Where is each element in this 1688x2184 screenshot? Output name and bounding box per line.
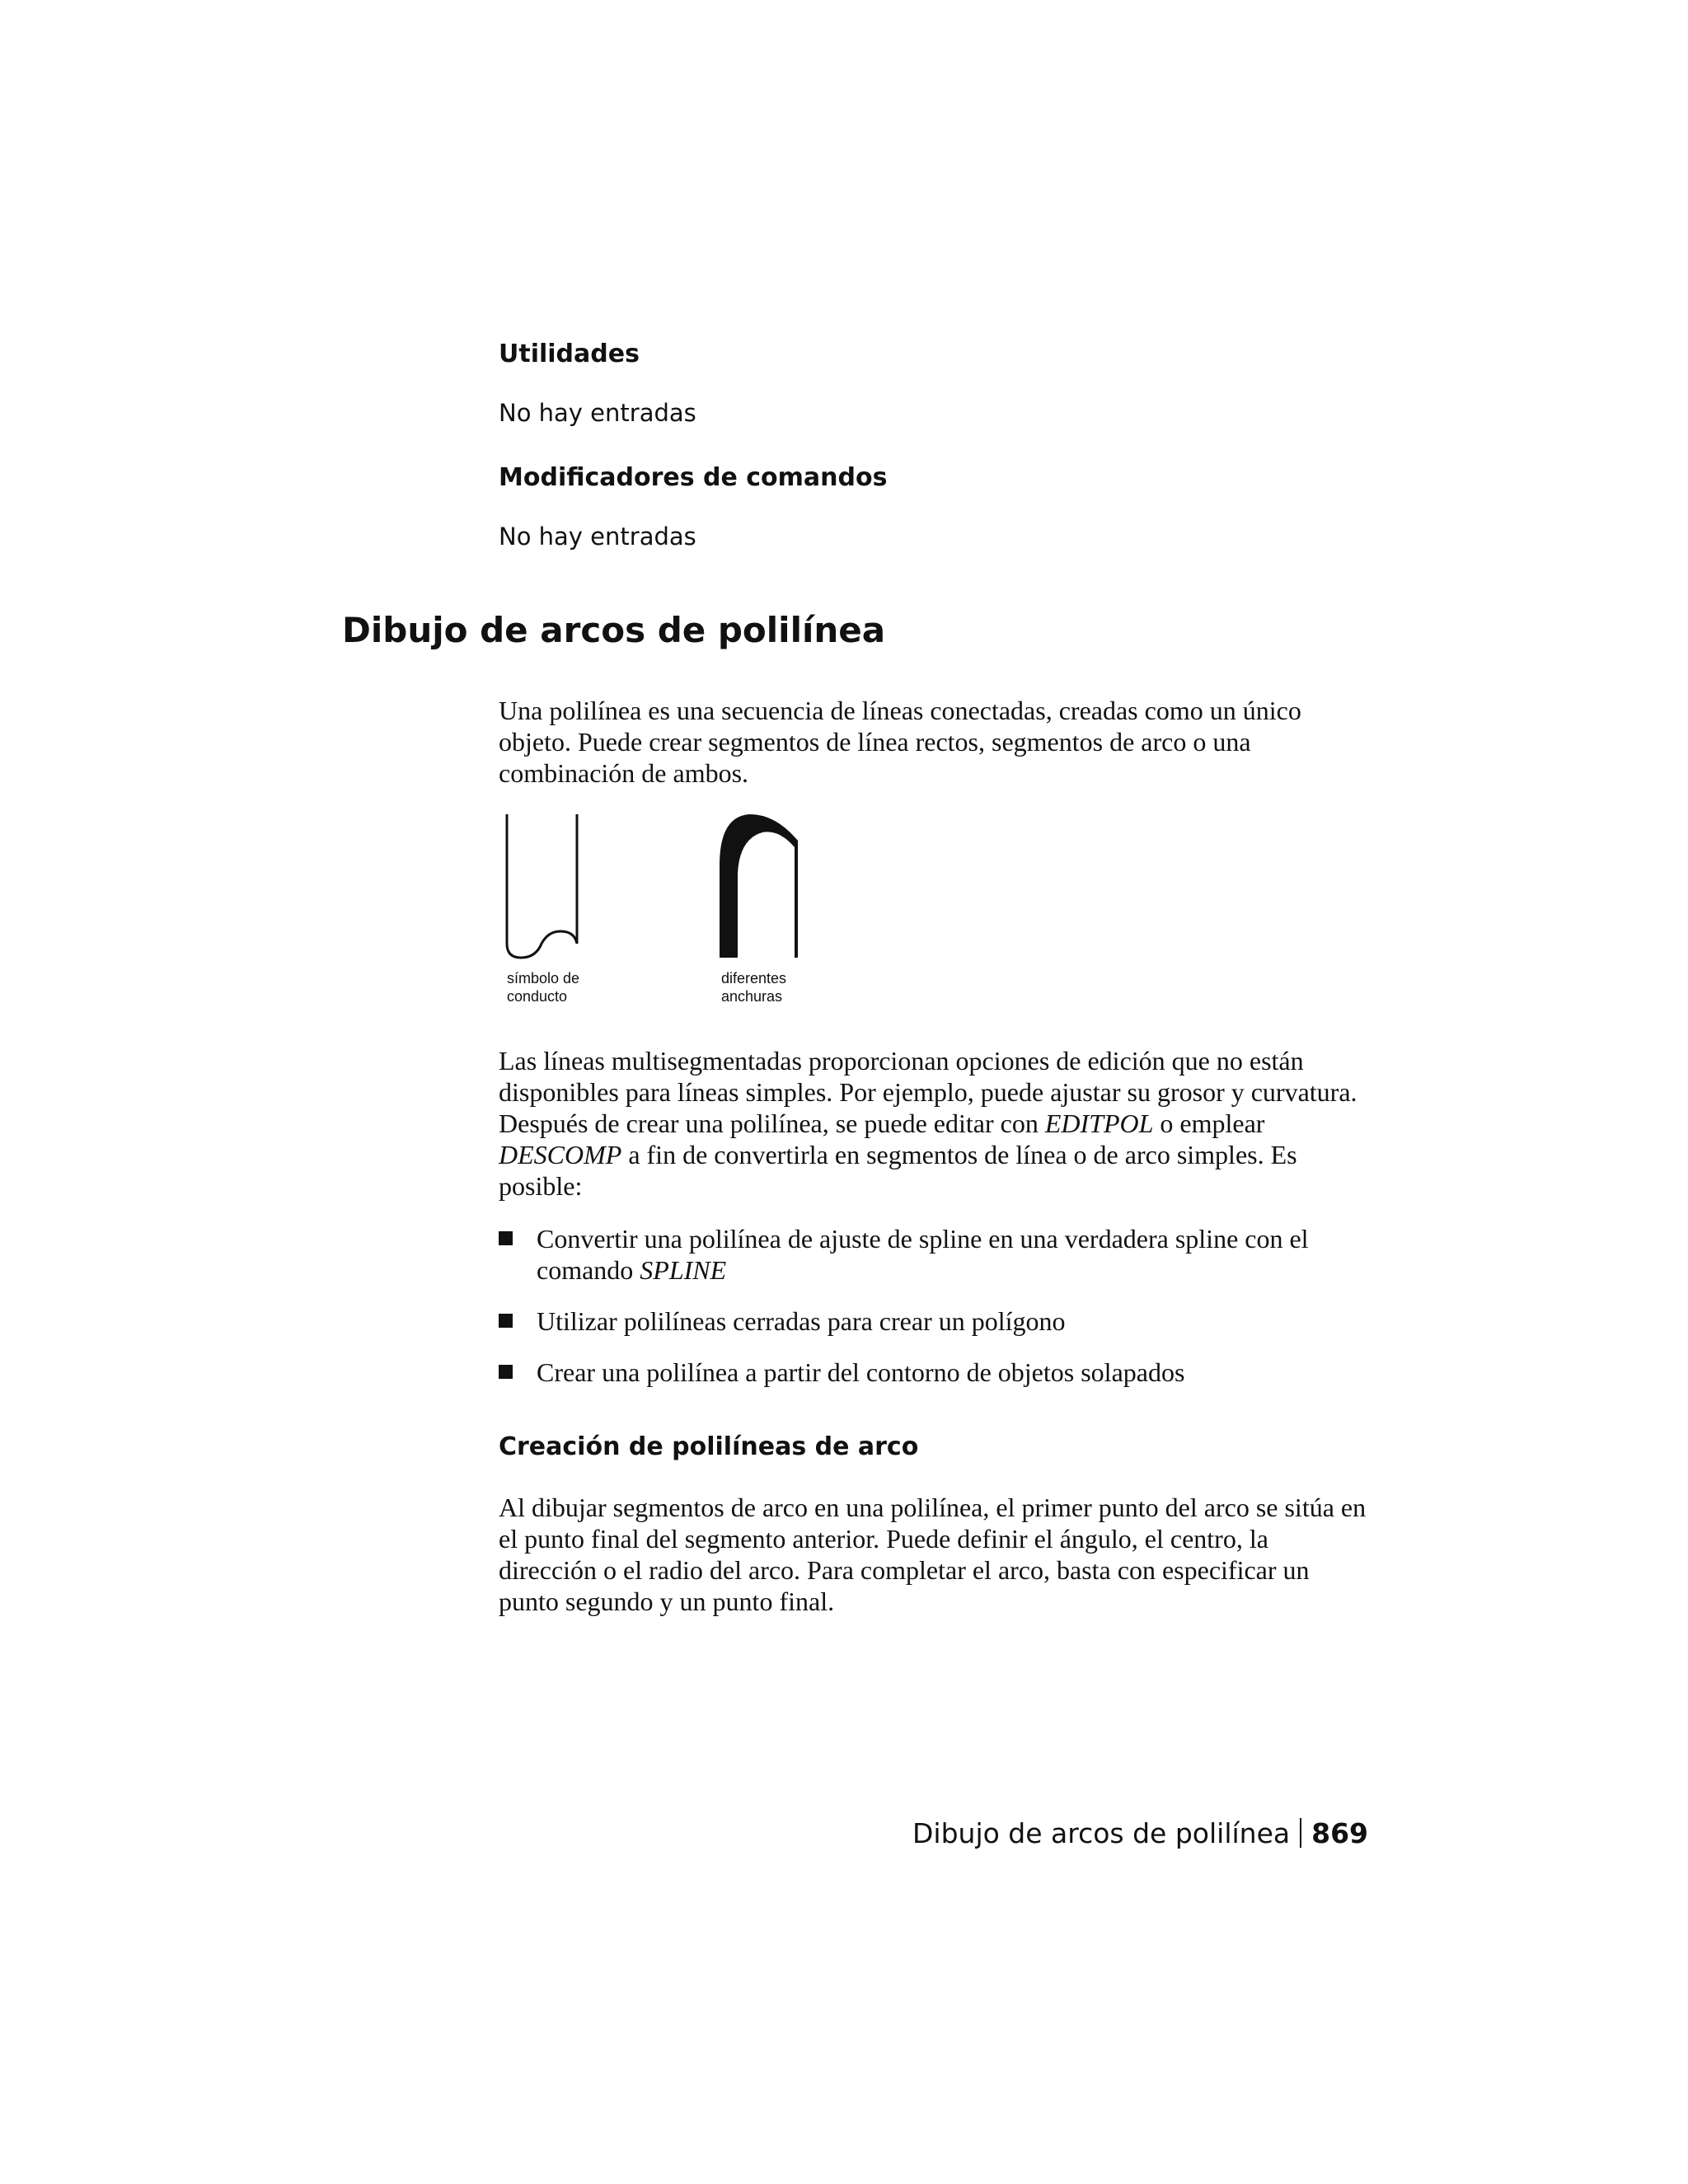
capabilities-list xyxy=(499,1223,1372,1408)
figure-label-widths xyxy=(721,969,786,1005)
page-number: 869 xyxy=(1311,1817,1368,1849)
footer-separator xyxy=(1300,1818,1301,1848)
modificadores-text: No hay entradas xyxy=(499,523,696,551)
editing-paragraph-part1: Las líneas multisegmentadas proporcionan opciones de edición que no están disponibles para líneas simples. Por ejemplo, puede ajustar su grosor y curvatura. Después de crear una polilínea, se puede editar con xyxy=(499,1046,1357,1138)
list-item-text: Utilizar polilíneas cerradas para crear un polígono xyxy=(537,1306,1066,1336)
list-item-text: Crear una polilínea a partir del contorno de objetos solapados xyxy=(537,1357,1185,1387)
polyline-illustration xyxy=(499,808,845,964)
page-footer xyxy=(912,1817,1368,1850)
modificadores-heading: Modificadores de comandos xyxy=(499,463,888,492)
figure-label-conduit-line2: conducto xyxy=(507,988,568,1005)
figure-label-widths-line1: diferentes xyxy=(721,970,787,987)
section-title: Dibujo de arcos de polilínea xyxy=(342,610,886,650)
footer-title: Dibujo de arcos de polilínea xyxy=(912,1817,1291,1849)
square-bullet-icon xyxy=(499,1314,513,1328)
list-item-text: Convertir una polilínea de ajuste de spline en una verdadera spline con el comando xyxy=(537,1224,1309,1285)
square-bullet-icon xyxy=(499,1365,513,1379)
polyline-figure xyxy=(499,808,845,1014)
intro-paragraph: Una polilínea es una secuencia de líneas conectadas, creadas como un único objeto. Puede crear segmentos de línea rectos, segmentos de arco o una combinación de ambos. xyxy=(499,696,1301,788)
list-item xyxy=(499,1223,1372,1286)
list-item xyxy=(499,1357,1372,1388)
editing-paragraph-part3: a fin de convertirla en segmentos de línea o de arco simples. Es posible: xyxy=(499,1140,1297,1201)
arc-paragraph: Al dibujar segmentos de arco en una polilínea, el primer punto del arco se sitúa en el punto final del segmento anterior. Puede definir el ángulo, el centro, la dirección o el radio del arco. Para completar el arco, basta con especificar un punto segundo y un punto final. xyxy=(499,1493,1367,1616)
editing-paragraph-part2: o emplear xyxy=(1153,1108,1265,1138)
utilidades-heading: Utilidades xyxy=(499,340,640,368)
conduit-symbol xyxy=(507,814,577,958)
list-item xyxy=(499,1305,1372,1337)
subsection-heading: Creación de polilíneas de arco xyxy=(499,1432,919,1461)
figure-label-conduit xyxy=(507,969,579,1005)
utilidades-text: No hay entradas xyxy=(499,399,696,427)
variable-width-arc xyxy=(720,814,798,958)
command-editpol: EDITPOL xyxy=(1044,1108,1154,1138)
command-spline: SPLINE xyxy=(640,1255,727,1285)
square-bullet-icon xyxy=(499,1231,513,1245)
command-descomp: DESCOMP xyxy=(499,1140,622,1169)
figure-label-conduit-line1: símbolo de xyxy=(507,970,580,987)
editing-paragraph xyxy=(499,1045,1372,1202)
figure-label-widths-line2: anchuras xyxy=(721,988,783,1005)
